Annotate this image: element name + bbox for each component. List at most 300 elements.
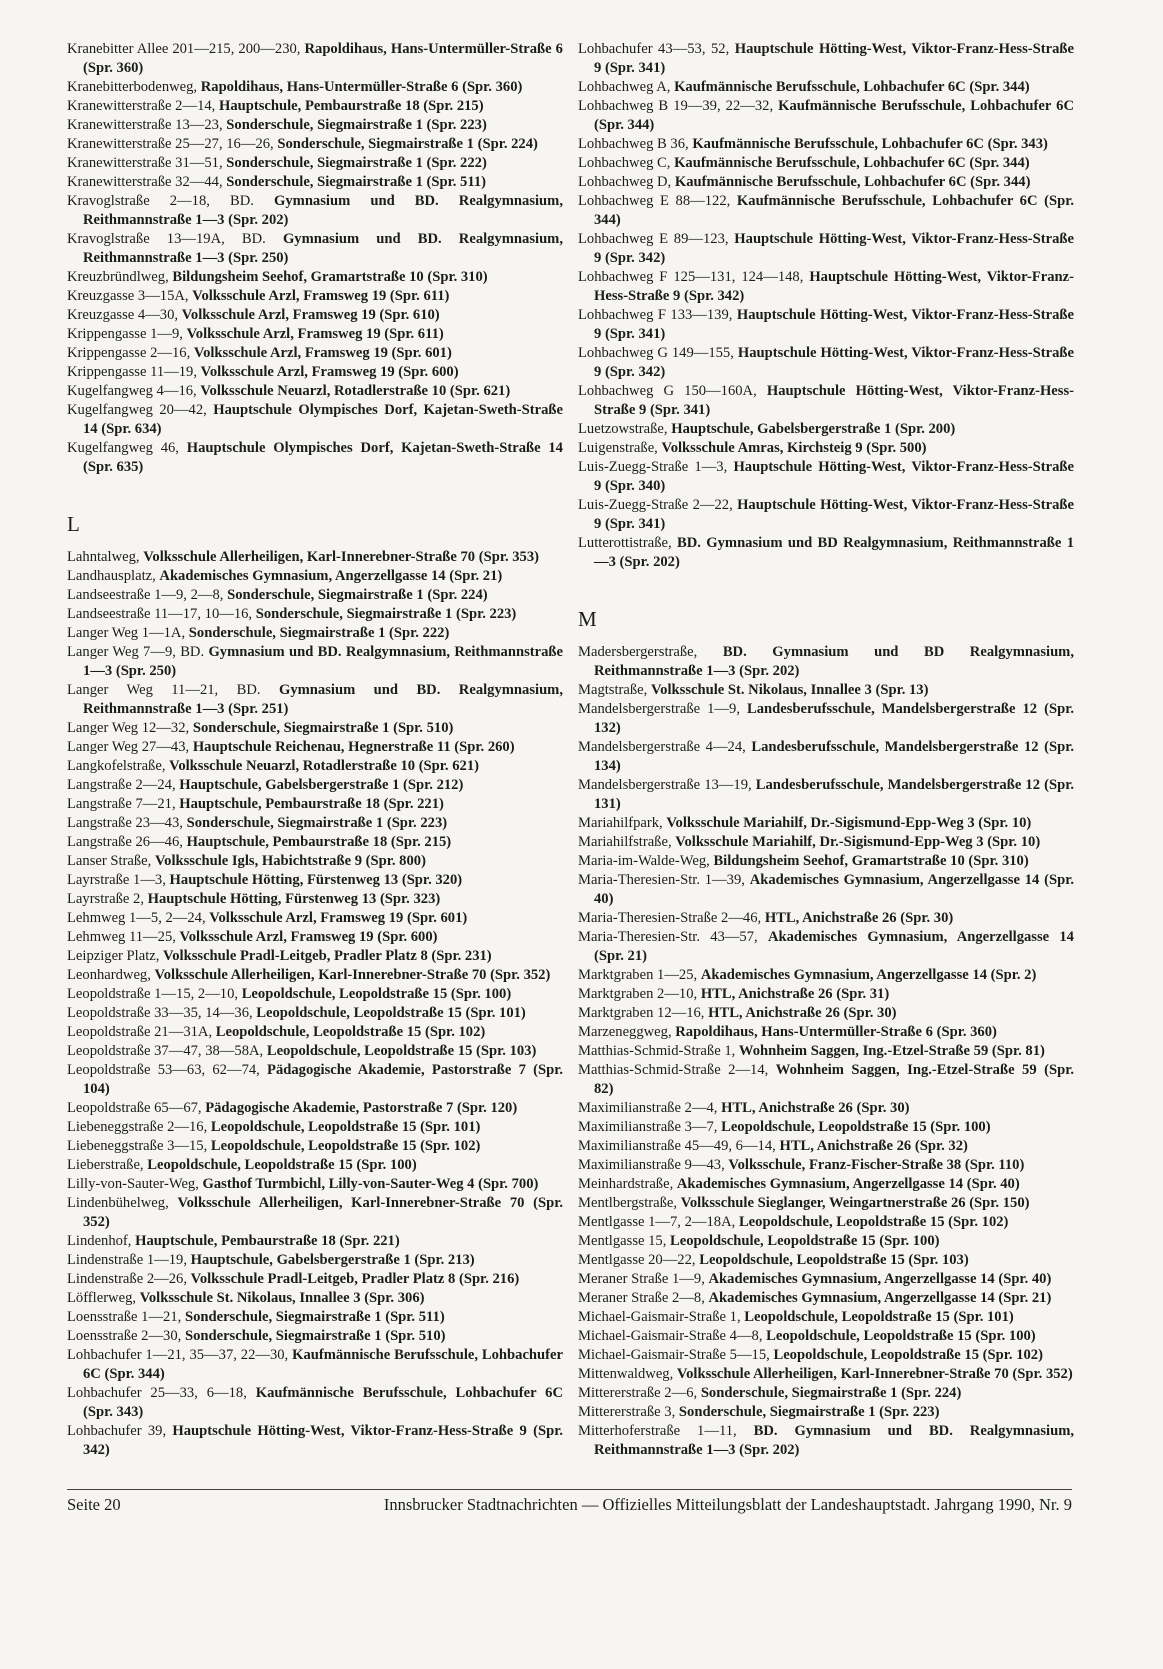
directory-entry — [578, 173, 1074, 192]
assigned-school: Bildungsheim Seehof, Gramartstraße 10 (Spr. 310) — [172, 269, 488, 285]
directory-entry — [67, 643, 563, 681]
street-name: Kravoglstraße 2—18, BD. — [67, 193, 254, 209]
street-name: Lahntalweg, — [67, 549, 140, 565]
directory-entry — [578, 439, 1074, 458]
directory-entry — [578, 928, 1074, 966]
street-name: Lehmweg 11—25, — [67, 929, 176, 945]
street-name: Luis-Zuegg-Straße 1—3, — [578, 459, 728, 475]
assigned-school: Volksschule Allerheiligen, Karl-Innerebner-Straße 70 (Spr. 353) — [143, 549, 539, 565]
assigned-school: Volksschule Sieglanger, Weingartnerstraße 26 (Spr. 150) — [680, 1195, 1030, 1211]
assigned-school: Akademisches Gymnasium, Angerzellgasse 14 (Spr. 21) — [708, 1290, 1052, 1306]
directory-entry — [67, 344, 563, 363]
directory-entry — [67, 40, 563, 78]
assigned-school: Hauptschule Hötting-West, Viktor-Franz-Hess-Straße 9 (Spr. 340) — [594, 459, 1074, 494]
assigned-school: Rapoldihaus, Hans-Untermüller-Straße 6 (Spr. 360) — [675, 1024, 997, 1040]
street-name: Liebeneggstraße 3—15, — [67, 1138, 208, 1154]
street-name: Langer Weg 7—9, BD. — [67, 644, 205, 660]
street-name: Langstraße 7—21, — [67, 796, 176, 812]
street-name: Marktgraben 12—16, — [578, 1005, 705, 1021]
directory-entry — [67, 116, 563, 135]
assigned-school: Hauptschule, Pembaurstraße 18 (Spr. 221) — [179, 796, 444, 812]
directory-entry — [67, 795, 563, 814]
assigned-school: BD. Gymnasium und BD. Realgymnasium, Reithmannstraße 1—3 (Spr. 202) — [594, 1423, 1074, 1458]
assigned-school: Leopoldschule, Leopoldstraße 15 (Spr. 102) — [738, 1214, 1009, 1230]
street-name: Lieberstraße, — [67, 1157, 144, 1173]
directory-entry — [67, 135, 563, 154]
directory-entry — [67, 738, 563, 757]
assigned-school: Volksschule Allerheiligen, Karl-Innerebner-Straße 70 (Spr. 352) — [83, 1195, 563, 1230]
street-name: Kranebitter Allee 201—215, 200—230, — [67, 41, 301, 57]
assigned-school: Hauptschule, Pembaurstraße 18 (Spr. 215) — [186, 834, 452, 850]
assigned-school: Bildungsheim Seehof, Gramartstraße 10 (Spr. 310) — [713, 853, 1029, 869]
street-name: Lohbachweg F 133—139, — [578, 307, 733, 323]
directory-entry — [578, 154, 1074, 173]
street-name: Landhausplatz, — [67, 568, 156, 584]
assigned-school: Leopoldschule, Leopoldstraße 15 (Spr. 102) — [215, 1024, 486, 1040]
assigned-school: Volksschule Pradl-Leitgeb, Pradler Platz 8 (Spr. 216) — [190, 1271, 520, 1287]
directory-entry — [578, 1232, 1074, 1251]
directory-entry — [67, 814, 563, 833]
street-name: Maximilianstraße 45—49, 6—14, — [578, 1138, 776, 1154]
directory-entry — [67, 947, 563, 966]
street-name: Michael-Gaismair-Straße 4—8, — [578, 1328, 763, 1344]
directory-entry — [67, 401, 563, 439]
directory-entry — [578, 268, 1074, 306]
street-name: Kravoglstraße 13—19A, BD. — [67, 231, 266, 247]
directory-entry — [578, 909, 1074, 928]
assigned-school: Volksschule Arzl, Framsweg 19 (Spr. 610) — [181, 307, 440, 323]
street-name: Mandelsbergerstraße 1—9, — [578, 701, 740, 717]
directory-entry — [578, 1042, 1074, 1061]
directory-entry — [578, 97, 1074, 135]
assigned-school: Hauptschule Olympisches Dorf, Kajetan-Sweth-Straße 14 (Spr. 634) — [83, 402, 563, 437]
street-name: Maria-Theresien-Str. 43—57, — [578, 929, 758, 945]
street-name: Lilly-von-Sauter-Weg, — [67, 1176, 199, 1192]
assigned-school: Volksschule St. Nikolaus, Innallee 3 (Spr. 306) — [139, 1290, 425, 1306]
directory-entry — [578, 306, 1074, 344]
directory-entry — [67, 192, 563, 230]
directory-entry — [578, 1137, 1074, 1156]
directory-entry — [67, 928, 563, 947]
directory-entry — [578, 135, 1074, 154]
street-name: Magtstraße, — [578, 682, 648, 698]
directory-entry — [67, 890, 563, 909]
street-name: Langer Weg 27—43, — [67, 739, 190, 755]
assigned-school: Landesberufsschule, Mandelsbergerstraße 12 (Spr. 131) — [594, 777, 1074, 812]
street-name: Mariahilfstraße, — [578, 834, 672, 850]
assigned-school: Hauptschule Hötting-West, Viktor-Franz-Hess-Straße 9 (Spr. 342) — [83, 1423, 563, 1458]
street-name: Langkofelstraße, — [67, 758, 166, 774]
street-name: Leonhardweg, — [67, 967, 151, 983]
directory-entry — [67, 624, 563, 643]
assigned-school: Akademisches Gymnasium, Angerzellgasse 14 (Spr. 40) — [594, 872, 1074, 907]
street-name: Maximilianstraße 2—4, — [578, 1100, 718, 1116]
directory-entry — [578, 1422, 1074, 1460]
street-name: Liebeneggstraße 2—16, — [67, 1119, 208, 1135]
directory-entry — [578, 192, 1074, 230]
directory-entry — [67, 966, 563, 985]
directory-entry — [67, 871, 563, 890]
directory-entry — [578, 1118, 1074, 1137]
directory-entry — [578, 496, 1074, 534]
street-name: Langer Weg 12—32, — [67, 720, 190, 736]
assigned-school: Sonderschule, Siegmairstraße 1 (Spr. 223) — [226, 117, 487, 133]
assigned-school: Volksschule Arzl, Framsweg 19 (Spr. 601) — [209, 910, 468, 926]
street-name: Mittererstraße 3, — [578, 1404, 676, 1420]
directory-entry — [578, 1023, 1074, 1042]
directory-entry — [67, 776, 563, 795]
directory-entry — [67, 1346, 563, 1384]
street-name: Marktgraben 1—25, — [578, 967, 698, 983]
street-name: Loensstraße 2—30, — [67, 1328, 182, 1344]
assigned-school: Hauptschule, Pembaurstraße 18 (Spr. 215) — [218, 98, 484, 114]
street-name: Mentlgasse 20—22, — [578, 1252, 696, 1268]
street-name: Lohbachweg F 125—131, 124—148, — [578, 269, 804, 285]
street-name: Krippengasse 1—9, — [67, 326, 183, 342]
directory-entry — [67, 325, 563, 344]
assigned-school: Volksschule Allerheiligen, Karl-Innerebner-Straße 70 (Spr. 352) — [676, 1366, 1073, 1382]
assigned-school: Sonderschule, Siegmairstraße 1 (Spr. 511) — [184, 1309, 445, 1325]
assigned-school: HTL, Anichstraße 26 (Spr. 31) — [700, 986, 890, 1002]
street-name: Kranewitterstraße 32—44, — [67, 174, 223, 190]
directory-entry — [67, 1251, 563, 1270]
assigned-school: Volksschule Arzl, Framsweg 19 (Spr. 611) — [192, 288, 450, 304]
street-name: Leopoldstraße 53—63, 62—74, — [67, 1062, 260, 1078]
directory-entry — [67, 1023, 563, 1042]
street-name: Mittererstraße 2—6, — [578, 1385, 698, 1401]
directory-entry — [67, 1232, 563, 1251]
assigned-school: Hauptschule, Gabelsbergerstraße 1 (Spr. 212) — [179, 777, 464, 793]
street-name: Maximilianstraße 3—7, — [578, 1119, 718, 1135]
footer-divider — [67, 1489, 1072, 1490]
directory-entry — [67, 382, 563, 401]
street-name: Marzeneggweg, — [578, 1024, 672, 1040]
assigned-school: Volksschule Neuarzl, Rotadlerstraße 10 (Spr. 621) — [169, 758, 479, 774]
directory-entry — [578, 1270, 1074, 1289]
assigned-school: Volksschule Mariahilf, Dr.-Sigismund-Epp-Weg 3 (Spr. 10) — [675, 834, 1041, 850]
street-name: Krippengasse 11—19, — [67, 364, 197, 380]
street-name: Leopoldstraße 37—47, 38—58A, — [67, 1043, 264, 1059]
street-name: Krippengasse 2—16, — [67, 345, 191, 361]
street-name: Leopoldstraße 65—67, — [67, 1100, 202, 1116]
directory-entry — [578, 382, 1074, 420]
street-name: Landseestraße 11—17, 10—16, — [67, 606, 253, 622]
street-name: Kugelfangweg 46, — [67, 440, 179, 456]
assigned-school: Leopoldschule, Leopoldstraße 15 (Spr. 103) — [266, 1043, 537, 1059]
assigned-school: Volksschule St. Nikolaus, Innallee 3 (Spr. 13) — [650, 682, 929, 698]
assigned-school: Volksschule Neuarzl, Rotadlerstraße 10 (Spr. 621) — [200, 383, 511, 399]
directory-entry — [67, 1118, 563, 1137]
street-name: Mittenwaldweg, — [578, 1366, 674, 1382]
street-name: Marktgraben 2—10, — [578, 986, 698, 1002]
assigned-school: Leopoldschule, Leopoldstraße 15 (Spr. 101) — [256, 1005, 526, 1021]
directory-entry — [67, 154, 563, 173]
street-name: Langstraße 26—46, — [67, 834, 183, 850]
directory-entry — [578, 1004, 1074, 1023]
assigned-school: Pädagogische Akademie, Pastorstraße 7 (Spr. 120) — [205, 1100, 518, 1116]
column-right — [578, 40, 1074, 1460]
directory-entry — [578, 1061, 1074, 1099]
street-name: Maximilianstraße 9—43, — [578, 1157, 725, 1173]
directory-entry — [67, 909, 563, 928]
assigned-school: Kaufmännische Berufsschule, Lohbachufer 6C (Spr. 344) — [83, 1347, 563, 1382]
assigned-school: Hauptschule, Gabelsbergerstraße 1 (Spr. 200) — [671, 421, 956, 437]
directory-entry — [578, 1365, 1074, 1384]
street-name: Leopoldstraße 21—31A, — [67, 1024, 213, 1040]
assigned-school: Leopoldschule, Leopoldstraße 15 (Spr. 103) — [699, 1252, 969, 1268]
section-heading: M — [578, 607, 597, 631]
assigned-school: Hauptschule, Gabelsbergerstraße 1 (Spr. 213) — [190, 1252, 475, 1268]
directory-entry — [578, 1289, 1074, 1308]
directory-entry — [578, 344, 1074, 382]
section-heading: L — [67, 512, 80, 536]
assigned-school: Kaufmännische Berufsschule, Lohbachufer 6C (Spr. 344) — [594, 193, 1075, 228]
street-name: Löfflerweg, — [67, 1290, 137, 1306]
directory-entry — [67, 306, 563, 325]
directory-entry — [578, 985, 1074, 1004]
directory-entry — [67, 1308, 563, 1327]
street-name: Mentlbergstraße, — [578, 1195, 678, 1211]
page-number: Seite 20 — [67, 1495, 121, 1514]
assigned-school: Akademisches Gymnasium, Angerzellgasse 14 (Spr. 2) — [700, 967, 1037, 983]
directory-entry — [67, 1270, 563, 1289]
assigned-school: Hauptschule, Pembaurstraße 18 (Spr. 221) — [135, 1233, 400, 1249]
directory-entry — [67, 681, 563, 719]
directory-entry — [578, 1251, 1074, 1270]
street-name: Luetzowstraße, — [578, 421, 668, 437]
street-name: Luigenstraße, — [578, 440, 658, 456]
assigned-school: Volksschule Allerheiligen, Karl-Innerebner-Straße 70 (Spr. 352) — [154, 967, 551, 983]
street-name: Maria-Theresien-Str. 1—39, — [578, 872, 745, 888]
assigned-school: HTL, Anichstraße 26 (Spr. 30) — [708, 1005, 897, 1021]
street-name: Layrstraße 1—3, — [67, 872, 166, 888]
street-name: Kranebitterbodenweg, — [67, 79, 198, 95]
directory-entry — [578, 1327, 1074, 1346]
directory-entry — [67, 1175, 563, 1194]
street-name: Matthias-Schmid-Straße 1, — [578, 1043, 736, 1059]
assigned-school: Wohnheim Saggen, Ing.-Etzel-Straße 59 (Spr. 82) — [594, 1062, 1074, 1097]
assigned-school: Landesberufsschule, Mandelsbergerstraße 12 (Spr. 132) — [594, 701, 1074, 736]
assigned-school: Leopoldschule, Leopoldstraße 15 (Spr. 101) — [744, 1309, 1014, 1325]
assigned-school: Hauptschule Hötting-West, Viktor-Franz-Hess-Straße 9 (Spr. 341) — [594, 41, 1074, 76]
directory-entry — [578, 1384, 1074, 1403]
directory-entry — [67, 363, 563, 382]
directory-entry — [578, 458, 1074, 496]
directory-entry — [67, 78, 563, 97]
assigned-school: Sonderschule, Siegmairstraße 1 (Spr. 224) — [277, 136, 538, 152]
street-name: Kranewitterstraße 25—27, 16—26, — [67, 136, 274, 152]
assigned-school: Gymnasium und BD. Realgymnasium, Reithmannstraße 1—3 (Spr. 202) — [83, 193, 563, 228]
street-name: Mandelsbergerstraße 4—24, — [578, 739, 746, 755]
street-name: Luis-Zuegg-Straße 2—22, — [578, 497, 733, 513]
assigned-school: Leopoldschule, Leopoldstraße 15 (Spr. 100) — [766, 1328, 1036, 1344]
assigned-school: Sonderschule, Siegmairstraße 1 (Spr. 222) — [188, 625, 450, 641]
street-name: Lohbachufer 39, — [67, 1423, 167, 1439]
street-name: Leopoldstraße 33—35, 14—36, — [67, 1005, 253, 1021]
directory-entry — [67, 439, 563, 477]
street-name: Landseestraße 1—9, 2—8, — [67, 587, 224, 603]
street-name: Kranewitterstraße 31—51, — [67, 155, 223, 171]
directory-entry — [67, 605, 563, 624]
assigned-school: Hauptschule Hötting-West, Viktor-Franz-Hess-Straße 9 (Spr. 342) — [594, 269, 1075, 304]
assigned-school: Hauptschule Hötting-West, Viktor-Franz-Hess-Straße 9 (Spr. 341) — [594, 383, 1074, 418]
assigned-school: Leopoldschule, Leopoldstraße 15 (Spr. 102) — [210, 1138, 481, 1154]
directory-entry — [578, 833, 1074, 852]
street-name: Lohbachweg G 149—155, — [578, 345, 734, 361]
directory-entry — [67, 1061, 563, 1099]
directory-entry — [67, 230, 563, 268]
street-name: Maria-im-Walde-Weg, — [578, 853, 710, 869]
assigned-school: Hauptschule Hötting-West, Viktor-Franz-Hess-Straße 9 (Spr. 342) — [594, 345, 1075, 380]
assigned-school: HTL, Anichstraße 26 (Spr. 30) — [764, 910, 954, 926]
street-name: Meinhardstraße, — [578, 1176, 674, 1192]
assigned-school: Leopoldschule, Leopoldstraße 15 (Spr. 102) — [773, 1347, 1043, 1363]
directory-entry — [67, 1156, 563, 1175]
directory-entry — [67, 1099, 563, 1118]
street-name: Lohbachweg A, — [578, 79, 671, 95]
directory-entry — [578, 1099, 1074, 1118]
street-name: Langer Weg 11—21, BD. — [67, 682, 261, 698]
directory-entry — [578, 871, 1074, 909]
assigned-school: Volksschule Arzl, Framsweg 19 (Spr. 600) — [179, 929, 438, 945]
street-name: Lohbachweg B 19—39, 22—32, — [578, 98, 774, 114]
street-name: Leopoldstraße 1—15, 2—10, — [67, 986, 239, 1002]
directory-entry — [578, 534, 1074, 572]
directory-entry — [578, 681, 1074, 700]
directory-entry — [578, 230, 1074, 268]
assigned-school: Kaufmännische Berufsschule, Lohbachufer 6C (Spr. 344) — [674, 79, 1030, 95]
directory-entry — [67, 719, 563, 738]
street-name: Kreuzgasse 3—15A, — [67, 288, 189, 304]
street-name: Langstraße 2—24, — [67, 777, 176, 793]
street-name: Michael-Gaismair-Straße 5—15, — [578, 1347, 770, 1363]
street-name: Mentlgasse 15, — [578, 1233, 667, 1249]
column-left — [67, 40, 563, 1460]
directory-entry — [578, 738, 1074, 776]
assigned-school: Sonderschule, Siegmairstraße 1 (Spr. 511) — [226, 174, 487, 190]
directory-entry — [67, 1327, 563, 1346]
directory-entry — [67, 1004, 563, 1023]
assigned-school: Landesberufsschule, Mandelsbergerstraße 12 (Spr. 134) — [594, 739, 1074, 774]
assigned-school: Leopoldschule, Leopoldstraße 15 (Spr. 100) — [670, 1233, 940, 1249]
street-name: Lanser Straße, — [67, 853, 152, 869]
assigned-school: Sonderschule, Siegmairstraße 1 (Spr. 222) — [226, 155, 487, 171]
assigned-school: Hauptschule Olympisches Dorf, Kajetan-Sweth-Straße 14 (Spr. 635) — [83, 440, 563, 475]
street-name: Lindenstraße 1—19, — [67, 1252, 187, 1268]
assigned-school: Gymnasium und BD. Realgymnasium, Reithmannstraße 1—3 (Spr. 250) — [83, 644, 563, 679]
directory-entry — [578, 1346, 1074, 1365]
assigned-school: Hauptschule Hötting, Fürstenweg 13 (Spr. 323) — [147, 891, 441, 907]
directory-entry — [578, 1194, 1074, 1213]
directory-entry — [578, 700, 1074, 738]
street-name: Lohbachweg C, — [578, 155, 671, 171]
street-name: Michael-Gaismair-Straße 1, — [578, 1309, 741, 1325]
assigned-school: Kaufmännische Berufsschule, Lohbachufer 6C (Spr. 344) — [594, 98, 1074, 133]
street-name: Loensstraße 1—21, — [67, 1309, 182, 1325]
assigned-school: Sonderschule, Siegmairstraße 1 (Spr. 224) — [227, 587, 488, 603]
assigned-school: Sonderschule, Siegmairstraße 1 (Spr. 510) — [192, 720, 454, 736]
directory-entry — [67, 1137, 563, 1156]
assigned-school: Volksschule Igls, Habichtstraße 9 (Spr. 800) — [154, 853, 426, 869]
street-name: Lohbachweg D, — [578, 174, 672, 190]
assigned-school: Kaufmännische Berufsschule, Lohbachufer 6C (Spr. 344) — [674, 155, 1030, 171]
assigned-school: Wohnheim Saggen, Ing.-Etzel-Straße 59 (Spr. 81) — [738, 1043, 1045, 1059]
assigned-school: Hauptschule Hötting-West, Viktor-Franz-Hess-Straße 9 (Spr. 341) — [594, 307, 1075, 342]
street-name: Lohbachweg B 36, — [578, 136, 689, 152]
directory-entry — [578, 776, 1074, 814]
assigned-school: Volksschule Arzl, Framsweg 19 (Spr. 601) — [193, 345, 452, 361]
street-name: Kugelfangweg 4—16, — [67, 383, 197, 399]
directory-entry — [578, 78, 1074, 97]
street-name: Kranewitterstraße 13—23, — [67, 117, 223, 133]
directory-entry — [67, 1384, 563, 1422]
street-name: Meraner Straße 2—8, — [578, 1290, 705, 1306]
directory-entry — [67, 757, 563, 776]
directory-entry — [67, 833, 563, 852]
directory-entry — [578, 852, 1074, 871]
directory-entry — [67, 548, 563, 567]
street-name: Lohbachweg E 89—123, — [578, 231, 729, 247]
directory-entry — [67, 985, 563, 1004]
assigned-school: Sonderschule, Siegmairstraße 1 (Spr. 510) — [184, 1328, 446, 1344]
assigned-school: Volksschule Pradl-Leitgeb, Pradler Platz 8 (Spr. 231) — [163, 948, 492, 964]
directory-entry — [67, 268, 563, 287]
assigned-school: Gymnasium und BD. Realgymnasium, Reithmannstraße 1—3 (Spr. 250) — [83, 231, 563, 266]
street-name: Langstraße 23—43, — [67, 815, 183, 831]
assigned-school: Akademisches Gymnasium, Angerzellgasse 14 (Spr. 40) — [708, 1271, 1052, 1287]
assigned-school: BD. Gymnasium und BD Realgymnasium, Reithmannstraße 1—3 (Spr. 202) — [594, 644, 1074, 679]
street-name: Mandelsbergerstraße 13—19, — [578, 777, 752, 793]
assigned-school: HTL, Anichstraße 26 (Spr. 30) — [721, 1100, 910, 1116]
street-name: Lehmweg 1—5, 2—24, — [67, 910, 206, 926]
directory-entry — [578, 1308, 1074, 1327]
assigned-school: Volksschule Arzl, Framsweg 19 (Spr. 600) — [200, 364, 459, 380]
assigned-school: Kaufmännische Berufsschule, Lohbachufer 6C (Spr. 343) — [83, 1385, 563, 1420]
directory-entry — [578, 814, 1074, 833]
directory-entry — [578, 1213, 1074, 1232]
assigned-school: Pädagogische Akademie, Pastorstraße 7 (Spr. 104) — [83, 1062, 563, 1097]
street-name: Mentlgasse 1—7, 2—18A, — [578, 1214, 736, 1230]
assigned-school: Kaufmännische Berufsschule, Lohbachufer 6C (Spr. 344) — [674, 174, 1031, 190]
street-name: Matthias-Schmid-Straße 2—14, — [578, 1062, 769, 1078]
directory-entry — [578, 420, 1074, 439]
assigned-school: Rapoldihaus, Hans-Untermüller-Straße 6 (Spr. 360) — [83, 41, 563, 76]
street-name: Lindenhof, — [67, 1233, 132, 1249]
assigned-school: Kaufmännische Berufsschule, Lohbachufer 6C (Spr. 343) — [692, 136, 1048, 152]
assigned-school: Akademisches Gymnasium, Angerzellgasse 14 (Spr. 40) — [676, 1176, 1020, 1192]
directory-entry — [67, 173, 563, 192]
assigned-school: Volksschule Amras, Kirchsteig 9 (Spr. 500) — [661, 440, 927, 456]
directory-entry — [67, 567, 563, 586]
assigned-school: Hauptschule Reichenau, Hegnerstraße 11 (Spr. 260) — [192, 739, 515, 755]
assigned-school: Sonderschule, Siegmairstraße 1 (Spr. 223) — [186, 815, 448, 831]
assigned-school: Hauptschule Hötting-West, Viktor-Franz-Hess-Straße 9 (Spr. 342) — [594, 231, 1075, 266]
assigned-school: Gasthof Turmbichl, Lilly-von-Sauter-Weg 4 (Spr. 700) — [202, 1176, 539, 1192]
street-name: Lindenstraße 2—26, — [67, 1271, 187, 1287]
assigned-school: Gymnasium und BD. Realgymnasium, Reithmannstraße 1—3 (Spr. 251) — [83, 682, 563, 717]
directory-entry — [67, 97, 563, 116]
assigned-school: Leopoldschule, Leopoldstraße 15 (Spr. 100) — [241, 986, 512, 1002]
publication-info: Innsbrucker Stadtnachrichten — Offizielles Mitteilungsblatt der Landeshauptstadt. Jahrgang 1990, Nr. 9 — [383, 1495, 1072, 1514]
directory-entry — [67, 586, 563, 605]
directory-entry — [67, 287, 563, 306]
directory-entry — [67, 1042, 563, 1061]
street-name: Madersbergerstraße, — [578, 644, 698, 660]
directory-entry — [578, 40, 1074, 78]
street-name: Lohbachweg E 88—122, — [578, 193, 731, 209]
assigned-school: BD. Gymnasium und BD Realgymnasium, Reithmannstraße 1—3 (Spr. 202) — [594, 535, 1074, 570]
assigned-school: Volksschule, Franz-Fischer-Straße 38 (Spr. 110) — [728, 1157, 1025, 1173]
